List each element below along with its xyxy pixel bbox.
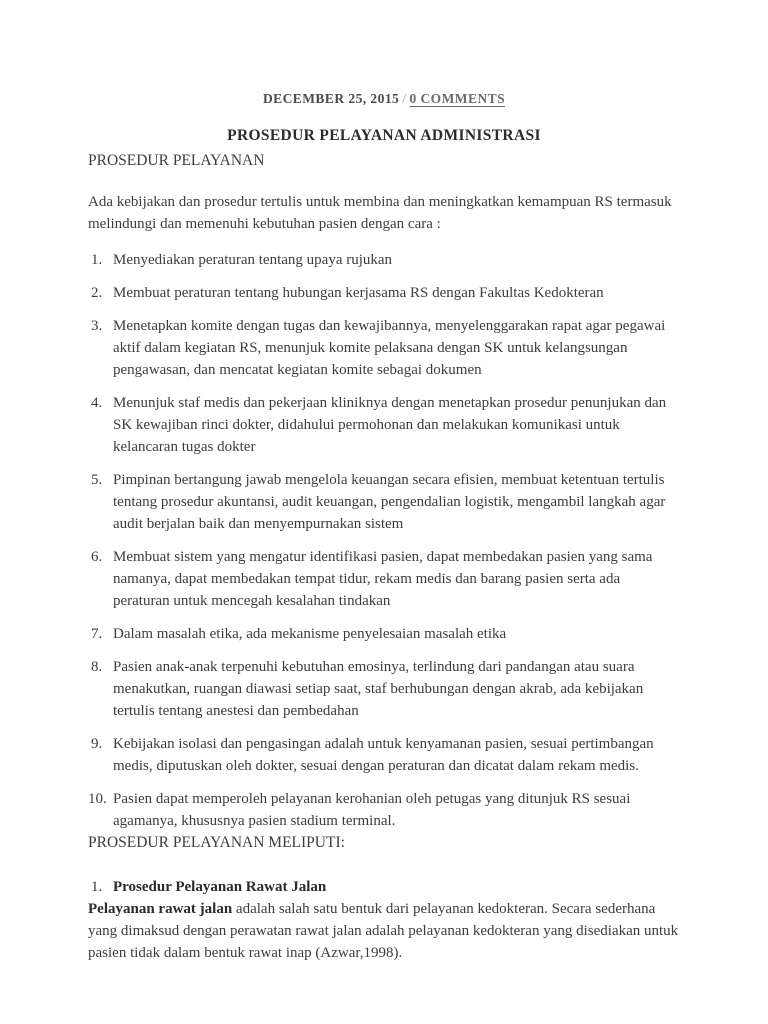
- section-heading-meliputi: PROSEDUR PELAYANAN MELIPUTI:: [88, 834, 345, 851]
- list-item: [88, 788, 680, 832]
- list-item-text: Menunjuk staf medis dan pekerjaan kliniknya dengan menetapkan prosedur penunjukan dan SK kewajiban rinci dokter, didahului permohonan dan melakukan komunikasi untuk kelancaran tugas dokter: [113, 395, 667, 455]
- final-paragraph: [88, 898, 680, 964]
- list-item: [88, 315, 680, 381]
- list-item-text: Membuat sistem yang mengatur identifikasi pasien, dapat membedakan pasien yang sama namanya, dapat membedakan tempat tidur, rekam medis dan barang pasien serta ada peraturan untuk mencegah kesalahan tindakan: [113, 549, 653, 609]
- page-title: PROSEDUR PELAYANAN ADMINISTRASI: [227, 127, 541, 144]
- final-paragraph-body: adalah salah satu bentuk dari pelayanan kedokteran. Secara sederhana yang dimaksud dengan perawatan rawat jalan adalah pelayanan kedokteran yang disediakan untuk pasien tidak dalam bentuk rawat inap (Azwar,1998).: [88, 901, 679, 961]
- post-meta: [88, 90, 680, 108]
- list-item-number: 1.: [91, 879, 103, 895]
- procedure-list: [88, 249, 680, 832]
- list-item-number: 3.: [91, 318, 103, 334]
- list-item: [88, 656, 680, 722]
- list-item-number: 6.: [91, 549, 103, 565]
- list-item-number: 9.: [91, 736, 103, 752]
- list-item: [88, 733, 680, 777]
- list-item: [88, 623, 680, 645]
- list-item-text: Membuat peraturan tentang hubungan kerjasama RS dengan Fakultas Kedokteran: [113, 285, 604, 301]
- list-item-number: 10.: [88, 791, 107, 807]
- list-item: [88, 249, 680, 271]
- comments-link[interactable]: 0 COMMENTS: [409, 91, 506, 106]
- list-item-number: 5.: [91, 472, 103, 488]
- document-content: [88, 90, 680, 964]
- list-item-text: Menyediakan peraturan tentang upaya rujukan: [113, 252, 393, 268]
- list-item-text: Pasien dapat memperoleh pelayanan kerohanian oleh petugas yang ditunjuk RS sesuai agamanya, khususnya pasien stadium terminal.: [113, 791, 631, 829]
- list-item-heading: Prosedur Pelayanan Rawat Jalan: [113, 879, 327, 895]
- final-section-list: [88, 876, 680, 898]
- list-item-number: 1.: [91, 252, 103, 268]
- intro-paragraph: Ada kebijakan dan prosedur tertulis untuk membina dan meningkatkan kemampuan RS termasuk melindungi dan memenuhi kebutuhan pasien dengan cara :: [88, 194, 672, 232]
- section-heading-prosedur-pelayanan: PROSEDUR PELAYANAN: [88, 152, 265, 169]
- post-date: DECEMBER 25, 2015: [262, 91, 400, 106]
- final-paragraph-lead: Pelayanan rawat jalan: [88, 901, 233, 917]
- list-item-number: 7.: [91, 626, 103, 642]
- list-item-number: 2.: [91, 285, 103, 301]
- list-item-text: Dalam masalah etika, ada mekanisme penyelesaian masalah etika: [113, 626, 507, 642]
- list-item: [88, 392, 680, 458]
- list-item: [88, 876, 680, 898]
- list-item: [88, 469, 680, 535]
- list-item: [88, 282, 680, 304]
- list-item: [88, 546, 680, 612]
- list-item-number: 8.: [91, 659, 103, 675]
- meta-separator: /: [402, 91, 407, 106]
- list-item-text: Kebijakan isolasi dan pengasingan adalah untuk kenyamanan pasien, sesuai pertimbangan medis, diputuskan oleh dokter, sesuai dengan peraturan dan dicatat dalam rekam medis.: [113, 736, 654, 774]
- list-item-text: Pimpinan bertangung jawab mengelola keuangan secara efisien, membuat ketentuan tertulis tentang prosedur akuntansi, audit keuangan, pengendalian logistik, mengambil langkah agar audit berjalan baik dan menyempurnakan sistem: [113, 472, 666, 532]
- list-item-number: 4.: [91, 395, 103, 411]
- list-item-text: Pasien anak-anak terpenuhi kebutuhan emosinya, terlindung dari pandangan atau suara menakutkan, ruangan diawasi setiap saat, staf berhubungan dengan akrab, ada kebijakan tertulis tentang anestesi dan pembedahan: [113, 659, 644, 719]
- final-section: [88, 876, 680, 964]
- list-item-text: Menetapkan komite dengan tugas dan kewajibannya, menyelenggarakan rapat agar pegawai aktif dalam kegiatan RS, menunjuk komite pelaksana dengan SK untuk kelangsungan pengawasan, dan mencatat kegiatan komite sebagai dokumen: [113, 318, 666, 378]
